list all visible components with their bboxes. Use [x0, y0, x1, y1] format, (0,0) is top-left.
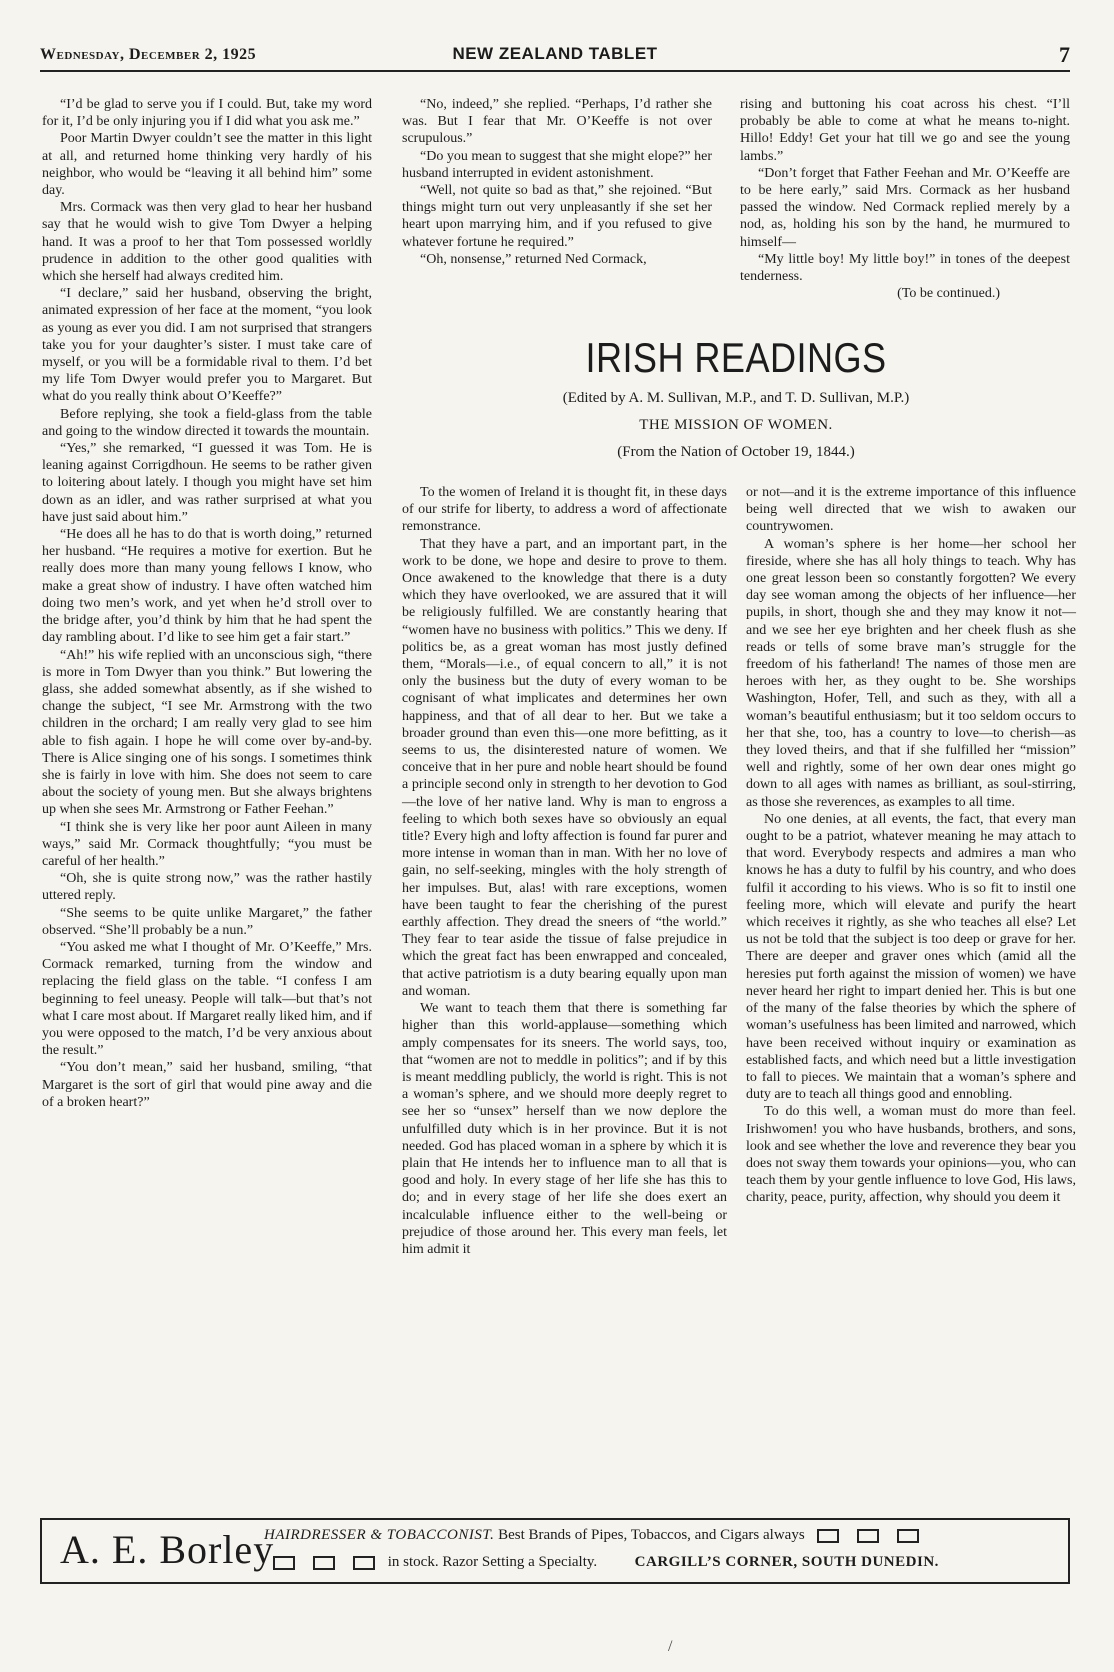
page-header — [40, 40, 1070, 72]
article-title: IRISH READINGS — [585, 334, 887, 381]
paragraph: No one denies, at all events, the fact, that every man ought to be a patriot, whatever meaning he may attach to that word. Everybody respects and admires a man who knows he has a duty to fulfil by his country, and who does fulfil it according to his views. Who is so fit to instil one feeling more, which will elevate and purify the heart which receives it rightly, as she who teaches all else? Let us not be told that the subject is too deep or grave for her. There are deeper and graver ones which (amid all the heresies put forth against the mission of women) we have never heard her right to impart denied her. This is but one of the many of the false theories by which the sphere of woman’s usefulness has been limited and narrowed, which have been received without inquiry or examination as established facts, and which need but a little investigation to fall to pieces. We maintain that a woman’s sphere and duty are to teach all things good and ennobling. — [746, 811, 1076, 1103]
paragraph: “Well, not quite so bad as that,” she rejoined. “But things might turn out very unpleasantly if she set her heart upon marrying him, and if you refused to give whatever fortune he required.” — [402, 183, 712, 250]
paragraph: “Do you mean to suggest that she might elope?” her husband interrupted in evident astonishment. — [402, 148, 712, 181]
paper-name: NEW ZEALAND TABLET — [452, 44, 658, 63]
story-column-3 — [740, 96, 1070, 302]
box-icon — [897, 1529, 919, 1543]
paragraph: “You don’t mean,” said her husband, smiling, “that Margaret is the sort of girl that would pine away and die of a broken heart?” — [42, 1060, 372, 1110]
paragraph: To do this well, a woman must do more than feel. Irishwomen! you who have husbands, brothers, and sons, look and see whether the love and reverence they bear you does not sway them towards your opinions—you, who can teach them by your gentle influence to love God, His laws, charity, peace, purity, affection, why should you deem it — [746, 1104, 1076, 1206]
paragraph: or not—and it is the extreme importance of this influence being well directed that we wish to awaken our countrywomen. — [746, 485, 1076, 535]
paragraph: Poor Martin Dwyer couldn’t see the matter in this light at all, and returned home thinking very hardly of his neighbor, who would be “leaving it all behind him” some day. — [42, 131, 372, 199]
paragraph: “She seems to be quite unlike Margaret,” the father observed. “She’ll probably be a nun.” — [42, 905, 372, 938]
ad-text: Best Brands of Pipes, Tobaccos, and Cigars always — [498, 1527, 805, 1543]
ad-stock-text: in stock. Razor Setting a Specialty. — [387, 1554, 598, 1570]
box-icon — [353, 1556, 375, 1570]
ad-name: A. E. Borley — [60, 1527, 275, 1572]
advertisement — [40, 1518, 1070, 1584]
article-heading — [402, 334, 1070, 461]
paragraph: That they have a part, and an important part, in the work to be done, we hope and desire to prove to them. Once awakened to the knowledge that there is a duty which they have overlooked, we are assured that it will be religiously fulfilled. We are constantly hearing that “women have no business with politics.” This we deny. If politics be, as a great woman has most justly defined them, “Morals—i.e., of equal concern to all,” it is not only the business but the duty of every woman to be cognisant of what implicates and determines her own happiness, and that of all dear to her. But we take a broader ground than even this—one more befitting, as it seems to us, the disinterested nature of women. We conceive that in her pure and noble heart should be found a principle second only in strength to her devotion to God—the love of her native land. Why is man to engross a feeling to which both sexes have so obviously an equal title? Every high and lofty affection is found far purer and more intense in woman than in man. With her no love of gain, no self-seeking, mingles with the holy strength of her impulses. But, alas! with rare exceptions, women have been taught to fear the cherishing of the purest earthly affection. They dread the sneers of “the world.” They fear to tear aside the tissue of false prejudice in which the great fact has been enwrapped and concealed, that active patriotism is a duty bearing equally upon man and woman. — [402, 536, 727, 999]
paragraph: “Don’t forget that Father Feehan and Mr. O’Keeffe are to be here early,” said Mrs. Cormack as her husband passed the window. Ned Cormack replied merely by a nod, as, holding his son by the hand, he murmured to himself— — [740, 165, 1070, 250]
story-column-2 — [402, 96, 712, 268]
paragraph: “Oh, she is quite strong now,” was the rather hastily uttered reply. — [42, 871, 372, 904]
paragraph: “I declare,” said her husband, observing the bright, animated expression of her face at the moment, “you look as young as ever you did. I am not surprised that strangers take you for your daughter’s sister. I must take care of myself, or you will be a formidable rival to them. I’d bet my life Tom Dwyer would prefer you to Margaret. But what do you really think about O’Keeffe?” — [42, 286, 372, 405]
article-section: THE MISSION OF WOMEN. — [639, 417, 833, 433]
ad-line-1 — [264, 1527, 928, 1544]
paragraph: To the women of Ireland it is thought fit, in these days of our strife for liberty, to address a word of affectionate remonstrance. — [402, 485, 727, 535]
ad-line-2 — [264, 1554, 939, 1571]
paragraph: “You asked me what I thought of Mr. O’Keeffe,” Mrs. Cormack remarked, turning from the window and replacing the field glass on the table. “I confess I am beginning to feel uneasy. People will talk—but that’s not what I care most about. If Margaret really liked him, and if you were opposed to the match, I’d be very anxious about the result.” — [42, 939, 372, 1059]
paragraph: We want to teach them that there is something far higher than this world-applause—something which amply compensates for its sneers. The world says, too, that “women are not to meddle in politics”; and if by this is meant meddling publicly, the world is right. This is not a woman’s sphere, and we should more deeply regret to see her so “unsex” herself than we now deplore the unfulfilled duty which is in her province. But it is not needed. God has placed woman in a sphere by which it is plain that He intends her to influence man to all that is good and holy. In every stage of her life she has this to do; and in every stage of her life she does exert an incalculable influence either to the well-being or prejudice of those around her. This every man feels, let him admit it — [402, 1001, 727, 1257]
box-icon — [313, 1556, 335, 1570]
box-icon — [857, 1529, 879, 1543]
paragraph: “No, indeed,” she replied. “Perhaps, I’d rather she was. But I fear that Mr. O’Keeffe is not over scrupulous.” — [402, 97, 712, 147]
paragraph: Mrs. Cormack was then very glad to hear her husband say that he would wish to give Tom Dwyer a helping hand. It was a proof to her that Tom possessed worldly prudence in addition to the other good qualities with which she herself had always credited him. — [42, 200, 372, 285]
paragraph: “Oh, nonsense,” returned Ned Cormack, — [420, 251, 647, 267]
ad-address: CARGILL’S CORNER, SOUTH DUNEDIN. — [634, 1554, 939, 1570]
stray-mark: / — [668, 1638, 673, 1655]
paragraph: “Ah!” his wife replied with an unconscious sigh, “there is more in Tom Dwyer than you think.” But lowering the glass, she added somewhat absently, as if she wished to change the subject, “I see Mr. Armstrong with the two children in the orchard; I am really very glad to see him able to fish again. I hope he will come over by-and-by. There is Alice singing one of his songs. I sometimes think she is fairly in love with him. She does not seem to care about the society of young men. But she always brightens up when she sees Mr. Armstrong or Father Feehan.” — [42, 647, 372, 818]
box-icon — [817, 1529, 839, 1543]
continued-note: (To be continued.) — [897, 286, 1000, 302]
article-column-right — [746, 484, 1076, 1207]
paragraph: “I think she is very like her poor aunt Aileen in many ways,” said Mr. Cormack thoughtfully; “you must be careful of her health.” — [42, 819, 372, 869]
paragraph: “Yes,” she remarked, “I guessed it was Tom. He is leaning against Corrigdhoun. He seems to be rather given to loitering about lately. I though you might have set him down as an idler, and was rather surprised at what you have just said about him.” — [42, 441, 372, 525]
ad-trade: HAIRDRESSER & TOBACCONIST. — [264, 1527, 495, 1543]
box-icon — [273, 1556, 295, 1570]
article-column-left — [402, 484, 727, 1258]
paragraph: “He does all he has to do that is worth doing,” returned her husband. “He requires a motive for exertion. But he really does more than many young fellows I know, who make a great show of industry. I have often watched him doing two men’s work, and yet when he’d stroll over to the bridge after, you’d think by him that he had spent the day rambling about. I’d like to see him get a fair start.” — [42, 527, 372, 646]
paragraph: “I’d be glad to serve you if I could. But, take my word for it, I’d be only injuring you if I did what you ask me.” — [42, 97, 372, 130]
paragraph: A woman’s sphere is her home—her school her fireside, where she has all holy things to teach. Why has one great lesson been so constantly forgotten? We every day see woman among the objects of her influence—her pupils, in short, though she and they may know it not—and we see her eye brighten and her cheek flush as she reads or tells of some brave man’s struggle for the freedom of his fatherland! The names of those men are heroes with her, as they ought to be. She worships Washington, Hofer, Tell, and such as they, with all a woman’s beautiful enthusiasm; but it too seldom occurs to her that she, too, has a country to love—to cherish—as they loved theirs, and that if she fulfilled her “mission” well and rightly, some of her own dear ones might go down to all ages with names as brilliant, as soul-stirring, as those she reverences, as examples to all time. — [746, 536, 1076, 810]
paragraph: “My little boy! My little boy!” in tones of the deepest tenderness. — [740, 251, 1070, 285]
story-column-1 — [42, 96, 372, 1111]
article-source: (From the Nation of October 19, 1844.) — [617, 444, 855, 460]
article-editors: (Edited by A. M. Sullivan, M.P., and T. D. Sullivan, M.P.) — [562, 390, 910, 406]
issue-date: Wednesday, December 2, 1925 — [40, 46, 257, 63]
page-number: 7 — [1059, 42, 1070, 67]
paragraph: Before replying, she took a field-glass from the table and going to the window directed it towards the mountain. — [42, 406, 372, 439]
paragraph: rising and buttoning his coat across his chest. “I’ll probably be able to come at what he means to-night. Hillo! Eddy! Get your hat till we go and see the young lambs.” — [740, 97, 1070, 164]
